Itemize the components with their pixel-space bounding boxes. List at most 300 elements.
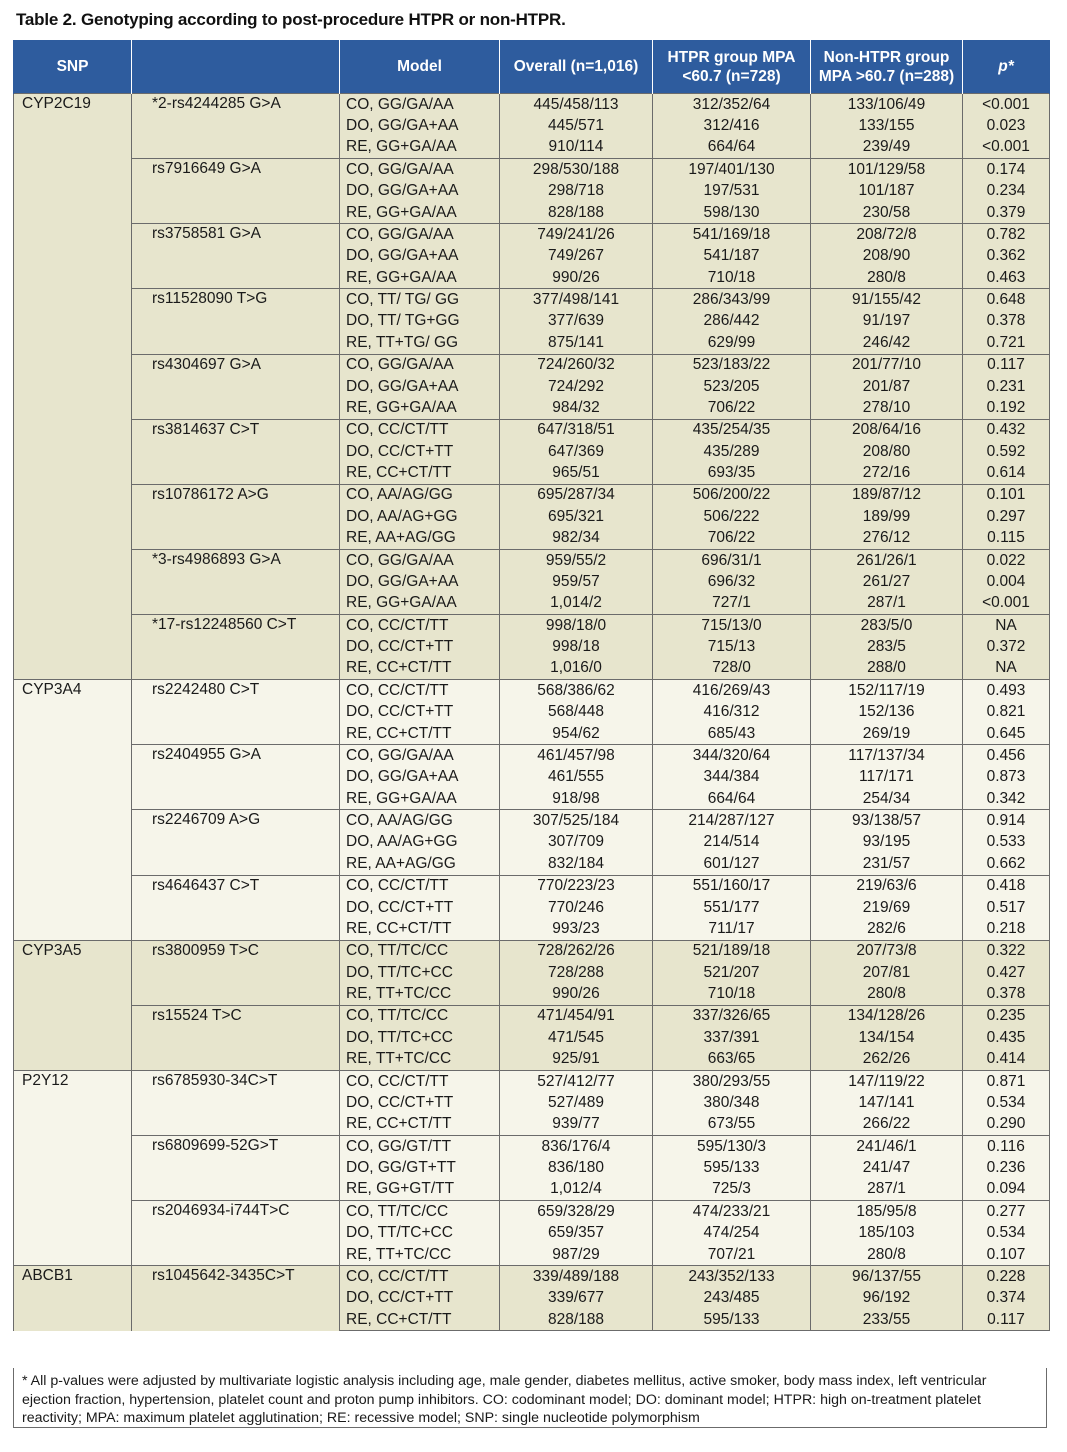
cell-model: RE, TT+TC/CC [340,983,500,1005]
cell-htpr: 711/17 [653,918,811,940]
cell-htpr: 214/287/127 [653,810,811,832]
cell-overall: 990/26 [500,983,653,1005]
cell-overall: 770/246 [500,897,653,918]
table-footnote: * All p-values were adjusted by multivariate logistic analysis including age, male gender, diabetes mellitus, active smoker, body mass index, left ventricular ejection fraction, hypertension, platelet count and proton pump inhibitors. CO: codominant model; DO: dominant model; HTPR: high on-treatment platelet reactivity; MPA: maximum platelet agglutination; RE: recessive model; SNP: single nucleotide polymorphism [13,1368,1047,1428]
cell-non-htpr: 280/8 [811,267,963,289]
cell-non-htpr: 208/90 [811,246,963,267]
cell-model: RE, CC+CT/TT [340,462,500,484]
cell-overall: 910/114 [500,137,653,159]
table-row [14,484,1050,506]
cell-p-value: 0.342 [963,788,1050,810]
cell-htpr: 707/21 [653,1244,811,1266]
variant-name: rs6785930-34C>T [132,1070,340,1135]
table-row [14,1136,1050,1158]
variant-name: rs4646437 C>T [132,875,340,940]
table-row [14,159,1050,181]
cell-htpr: 506/200/22 [653,484,811,506]
table-body [14,94,1050,1331]
variant-name: rs10786172 A>G [132,484,340,549]
cell-non-htpr: 147/141 [811,1092,963,1113]
cell-htpr: 312/352/64 [653,94,811,116]
cell-htpr: 523/205 [653,376,811,397]
cell-htpr: 380/293/55 [653,1070,811,1092]
cell-overall: 527/412/77 [500,1070,653,1092]
cell-model: CO, TT/TC/CC [340,1201,500,1223]
cell-overall: 925/91 [500,1049,653,1071]
cell-non-htpr: 233/55 [811,1309,963,1331]
cell-htpr: 693/35 [653,462,811,484]
cell-overall: 875/141 [500,332,653,354]
cell-model: CO, CC/CT/TT [340,1070,500,1092]
cell-p-value: 0.871 [963,1070,1050,1092]
cell-htpr: 725/3 [653,1179,811,1201]
cell-model: DO, CC/CT+TT [340,1092,500,1113]
cell-htpr: 523/183/22 [653,354,811,376]
table-row [14,1201,1050,1223]
cell-non-htpr: 189/87/12 [811,484,963,506]
table-row [14,354,1050,376]
variant-name: *2-rs4244285 G>A [132,94,340,159]
table-row [14,810,1050,832]
cell-model: RE, GG+GA/AA [340,202,500,224]
cell-htpr: 728/0 [653,658,811,680]
variant-name: *3-rs4986893 G>A [132,549,340,614]
cell-overall: 647/318/51 [500,419,653,441]
cell-p-value: 0.022 [963,549,1050,571]
cell-model: DO, CC/CT+TT [340,441,500,462]
cell-p-value: 0.418 [963,875,1050,897]
variant-name: rs7916649 G>A [132,159,340,224]
cell-non-htpr: 189/99 [811,506,963,527]
cell-htpr: 416/269/43 [653,680,811,702]
cell-non-htpr: 208/80 [811,441,963,462]
cell-p-value: 0.374 [963,1288,1050,1309]
cell-htpr: 337/326/65 [653,1005,811,1027]
cell-model: CO, GG/GT/TT [340,1136,500,1158]
cell-htpr: 706/22 [653,528,811,550]
cell-non-htpr: 219/63/6 [811,875,963,897]
cell-non-htpr: 282/6 [811,918,963,940]
cell-non-htpr: 152/117/19 [811,680,963,702]
cell-model: RE, TT+TG/ GG [340,332,500,354]
gene-name: CYP3A4 [14,680,132,941]
cell-non-htpr: 134/128/26 [811,1005,963,1027]
cell-overall: 959/55/2 [500,549,653,571]
variant-name: rs2404955 G>A [132,745,340,810]
cell-overall: 527/489 [500,1092,653,1113]
cell-model: DO, GG/GA+AA [340,181,500,202]
genotyping-table [13,40,1050,1331]
cell-model: CO, GG/GA/AA [340,549,500,571]
cell-p-value: 0.023 [963,115,1050,136]
cell-htpr: 595/133 [653,1157,811,1178]
cell-non-htpr: 201/77/10 [811,354,963,376]
cell-model: RE, GG+GT/TT [340,1179,500,1201]
cell-htpr: 380/348 [653,1092,811,1113]
cell-p-value: 0.378 [963,311,1050,332]
table-row [14,1005,1050,1027]
cell-overall: 339/677 [500,1288,653,1309]
cell-overall: 965/51 [500,462,653,484]
cell-non-htpr: 276/12 [811,528,963,550]
cell-htpr: 727/1 [653,593,811,615]
cell-p-value: NA [963,615,1050,637]
cell-p-value: 0.435 [963,1027,1050,1048]
cell-htpr: 474/254 [653,1223,811,1244]
cell-htpr: 521/189/18 [653,940,811,962]
cell-p-value: 0.456 [963,745,1050,767]
cell-non-htpr: 147/119/22 [811,1070,963,1092]
table-row [14,224,1050,246]
cell-model: CO, CC/CT/TT [340,1266,500,1288]
cell-overall: 377/498/141 [500,289,653,311]
cell-non-htpr: 207/81 [811,962,963,983]
cell-non-htpr: 208/64/16 [811,419,963,441]
table-row [14,1070,1050,1092]
cell-p-value: 0.228 [963,1266,1050,1288]
cell-p-value: 0.115 [963,528,1050,550]
cell-htpr: 521/207 [653,962,811,983]
cell-model: DO, AA/AG+GG [340,506,500,527]
cell-overall: 1,014/2 [500,593,653,615]
cell-non-htpr: 207/73/8 [811,940,963,962]
cell-p-value: 0.782 [963,224,1050,246]
cell-model: CO, CC/CT/TT [340,680,500,702]
cell-p-value: 0.218 [963,918,1050,940]
header-overall: Overall (n=1,016) [500,40,653,94]
cell-htpr: 286/442 [653,311,811,332]
cell-model: DO, GG/GA+AA [340,767,500,788]
cell-overall: 828/188 [500,1309,653,1331]
cell-htpr: 601/127 [653,853,811,875]
cell-non-htpr: 254/34 [811,788,963,810]
cell-htpr: 629/99 [653,332,811,354]
cell-overall: 982/34 [500,528,653,550]
table-row [14,875,1050,897]
cell-p-value: 0.645 [963,723,1050,745]
header-htpr [653,40,811,94]
header-htpr-line1: HTPR group MPA [667,48,796,66]
cell-p-value: 0.533 [963,832,1050,853]
cell-non-htpr: 262/26 [811,1049,963,1071]
cell-non-htpr: 152/136 [811,702,963,723]
header-htpr-line2: <60.7 (n=728) [682,67,781,85]
cell-non-htpr: 133/155 [811,115,963,136]
cell-non-htpr: 133/106/49 [811,94,963,116]
cell-model: CO, TT/ TG/ GG [340,289,500,311]
cell-p-value: 0.192 [963,397,1050,419]
cell-p-value: 0.362 [963,246,1050,267]
cell-htpr: 474/233/21 [653,1201,811,1223]
cell-non-htpr: 280/8 [811,983,963,1005]
cell-overall: 298/718 [500,181,653,202]
cell-htpr: 598/130 [653,202,811,224]
header-snp: SNP [14,40,132,94]
variant-name: rs15524 T>C [132,1005,340,1070]
cell-p-value: 0.721 [963,332,1050,354]
cell-p-value: 0.116 [963,1136,1050,1158]
variant-name: rs11528090 T>G [132,289,340,354]
cell-p-value: 0.297 [963,506,1050,527]
cell-htpr: 715/13 [653,636,811,657]
cell-htpr: 541/169/18 [653,224,811,246]
cell-non-htpr: 272/16 [811,462,963,484]
cell-p-value: 0.592 [963,441,1050,462]
cell-overall: 695/321 [500,506,653,527]
cell-model: RE, CC+CT/TT [340,1309,500,1331]
cell-p-value: 0.463 [963,267,1050,289]
cell-model: RE, GG+GA/AA [340,788,500,810]
cell-model: DO, CC/CT+TT [340,1288,500,1309]
header-non-htpr-line2: MPA >60.7 (n=288) [818,67,955,85]
cell-overall: 445/458/113 [500,94,653,116]
cell-non-htpr: 185/103 [811,1223,963,1244]
cell-p-value: 0.004 [963,571,1050,592]
cell-overall: 987/29 [500,1244,653,1266]
cell-p-value: 0.662 [963,853,1050,875]
cell-p-value: 0.432 [963,419,1050,441]
cell-model: RE, AA+AG/GG [340,528,500,550]
cell-non-htpr: 134/154 [811,1027,963,1048]
cell-overall: 568/448 [500,702,653,723]
cell-htpr: 664/64 [653,137,811,159]
cell-p-value: 0.534 [963,1223,1050,1244]
cell-model: DO, TT/TC+CC [340,1027,500,1048]
cell-overall: 993/23 [500,918,653,940]
cell-overall: 377/639 [500,311,653,332]
cell-non-htpr: 278/10 [811,397,963,419]
cell-p-value: 0.873 [963,767,1050,788]
cell-model: CO, TT/TC/CC [340,1005,500,1027]
cell-overall: 832/184 [500,853,653,875]
cell-non-htpr: 261/27 [811,571,963,592]
cell-non-htpr: 287/1 [811,593,963,615]
cell-p-value: 0.231 [963,376,1050,397]
cell-non-htpr: 239/49 [811,137,963,159]
variant-name: rs1045642-3435C>T [132,1266,340,1331]
cell-p-value: <0.001 [963,94,1050,116]
cell-overall: 461/555 [500,767,653,788]
cell-model: CO, AA/AG/GG [340,484,500,506]
cell-p-value: 0.094 [963,1179,1050,1201]
cell-overall: 918/98 [500,788,653,810]
cell-htpr: 696/31/1 [653,549,811,571]
table-row [14,940,1050,962]
cell-overall: 724/292 [500,376,653,397]
cell-overall: 461/457/98 [500,745,653,767]
cell-non-htpr: 101/129/58 [811,159,963,181]
variant-name: rs3758581 G>A [132,224,340,289]
cell-overall: 959/57 [500,571,653,592]
header-p-value: p* [963,40,1050,94]
cell-htpr: 696/32 [653,571,811,592]
header-non-htpr-line1: Non-HTPR group [823,48,950,66]
cell-htpr: 663/65 [653,1049,811,1071]
variant-name: rs2242480 C>T [132,680,340,745]
cell-p-value: NA [963,658,1050,680]
cell-model: DO, GG/GT+TT [340,1157,500,1178]
cell-overall: 998/18/0 [500,615,653,637]
cell-non-htpr: 283/5/0 [811,615,963,637]
cell-p-value: 0.117 [963,1309,1050,1331]
cell-htpr: 197/531 [653,181,811,202]
cell-p-value: 0.427 [963,962,1050,983]
cell-htpr: 243/485 [653,1288,811,1309]
cell-model: DO, TT/TC+CC [340,1223,500,1244]
gene-name: CYP2C19 [14,94,132,680]
cell-overall: 307/709 [500,832,653,853]
header-non-htpr [811,40,963,94]
cell-model: RE, GG+GA/AA [340,267,500,289]
cell-overall: 836/180 [500,1157,653,1178]
cell-model: DO, TT/TC+CC [340,962,500,983]
cell-p-value: 0.322 [963,940,1050,962]
table-row [14,745,1050,767]
cell-overall: 728/288 [500,962,653,983]
cell-non-htpr: 219/69 [811,897,963,918]
cell-htpr: 541/187 [653,246,811,267]
cell-model: DO, AA/AG+GG [340,832,500,853]
cell-non-htpr: 117/171 [811,767,963,788]
cell-non-htpr: 117/137/34 [811,745,963,767]
gene-name: P2Y12 [14,1070,132,1265]
cell-p-value: 0.378 [963,983,1050,1005]
cell-model: CO, GG/GA/AA [340,224,500,246]
table-row [14,615,1050,637]
cell-overall: 659/328/29 [500,1201,653,1223]
cell-p-value: 0.372 [963,636,1050,657]
cell-non-htpr: 101/187 [811,181,963,202]
cell-non-htpr: 266/22 [811,1114,963,1136]
cell-model: CO, CC/CT/TT [340,875,500,897]
table-row [14,549,1050,571]
genotyping-table-container [13,40,1049,1331]
cell-htpr: 286/343/99 [653,289,811,311]
cell-non-htpr: 96/192 [811,1288,963,1309]
cell-non-htpr: 280/8 [811,1244,963,1266]
cell-non-htpr: 91/155/42 [811,289,963,311]
table-header [14,40,1050,94]
cell-p-value: 0.290 [963,1114,1050,1136]
cell-model: RE, GG+GA/AA [340,593,500,615]
cell-p-value: <0.001 [963,593,1050,615]
gene-name: ABCB1 [14,1266,132,1331]
cell-overall: 984/32 [500,397,653,419]
cell-model: RE, TT+TC/CC [340,1049,500,1071]
header-model: Model [340,40,500,94]
cell-htpr: 685/43 [653,723,811,745]
cell-htpr: 551/177 [653,897,811,918]
table-title: Table 2. Genotyping according to post-procedure HTPR or non-HTPR. [16,10,566,29]
cell-non-htpr: 241/46/1 [811,1136,963,1158]
cell-htpr: 664/64 [653,788,811,810]
cell-overall: 339/489/188 [500,1266,653,1288]
cell-non-htpr: 231/57 [811,853,963,875]
cell-p-value: 0.821 [963,702,1050,723]
cell-model: DO, CC/CT+TT [340,702,500,723]
cell-p-value: 0.517 [963,897,1050,918]
cell-model: RE, AA+AG/GG [340,853,500,875]
cell-model: DO, CC/CT+TT [340,897,500,918]
table-row [14,680,1050,702]
cell-p-value: 0.101 [963,484,1050,506]
cell-model: DO, GG/GA+AA [340,376,500,397]
cell-p-value: 0.914 [963,810,1050,832]
cell-non-htpr: 288/0 [811,658,963,680]
cell-htpr: 710/18 [653,267,811,289]
header-variant [132,40,340,94]
cell-overall: 770/223/23 [500,875,653,897]
cell-non-htpr: 230/58 [811,202,963,224]
cell-htpr: 551/160/17 [653,875,811,897]
variant-name: rs3814637 C>T [132,419,340,484]
cell-overall: 749/241/26 [500,224,653,246]
cell-overall: 990/26 [500,267,653,289]
cell-p-value: 0.107 [963,1244,1050,1266]
cell-overall: 749/267 [500,246,653,267]
variant-name: rs3800959 T>C [132,940,340,1005]
cell-model: DO, CC/CT+TT [340,636,500,657]
cell-htpr: 337/391 [653,1027,811,1048]
cell-non-htpr: 93/195 [811,832,963,853]
cell-p-value: 0.174 [963,159,1050,181]
cell-overall: 298/530/188 [500,159,653,181]
cell-overall: 568/386/62 [500,680,653,702]
cell-model: CO, GG/GA/AA [340,354,500,376]
cell-model: CO, TT/TC/CC [340,940,500,962]
cell-htpr: 506/222 [653,506,811,527]
cell-htpr: 243/352/133 [653,1266,811,1288]
cell-overall: 1,012/4 [500,1179,653,1201]
cell-model: RE, GG+GA/AA [340,137,500,159]
cell-htpr: 710/18 [653,983,811,1005]
cell-overall: 724/260/32 [500,354,653,376]
cell-htpr: 312/416 [653,115,811,136]
cell-htpr: 416/312 [653,702,811,723]
cell-overall: 836/176/4 [500,1136,653,1158]
table-row [14,1266,1050,1288]
cell-model: RE, TT+TC/CC [340,1244,500,1266]
cell-overall: 647/369 [500,441,653,462]
variant-name: rs2246709 A>G [132,810,340,875]
cell-model: DO, GG/GA+AA [340,246,500,267]
cell-p-value: 0.614 [963,462,1050,484]
cell-overall: 471/545 [500,1027,653,1048]
cell-non-htpr: 208/72/8 [811,224,963,246]
cell-non-htpr: 91/197 [811,311,963,332]
variant-name: rs4304697 G>A [132,354,340,419]
cell-model: CO, GG/GA/AA [340,94,500,116]
cell-model: RE, CC+CT/TT [340,1114,500,1136]
cell-p-value: 0.414 [963,1049,1050,1071]
cell-overall: 659/357 [500,1223,653,1244]
cell-overall: 307/525/184 [500,810,653,832]
cell-htpr: 197/401/130 [653,159,811,181]
cell-p-value: 0.379 [963,202,1050,224]
cell-model: RE, CC+CT/TT [340,723,500,745]
cell-overall: 998/18 [500,636,653,657]
cell-model: CO, CC/CT/TT [340,419,500,441]
cell-htpr: 214/514 [653,832,811,853]
cell-p-value: 0.493 [963,680,1050,702]
cell-non-htpr: 241/47 [811,1157,963,1178]
cell-overall: 954/62 [500,723,653,745]
cell-overall: 828/188 [500,202,653,224]
cell-p-value: 0.277 [963,1201,1050,1223]
variant-name: *17-rs12248560 C>T [132,615,340,680]
cell-htpr: 435/254/35 [653,419,811,441]
cell-non-htpr: 185/95/8 [811,1201,963,1223]
